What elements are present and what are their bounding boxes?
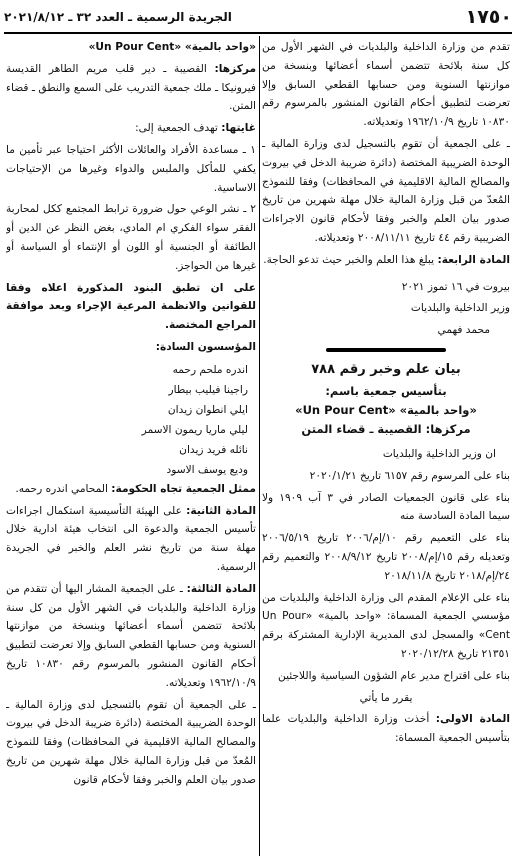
founder-name: ايلي انطوان زيدان [167,403,248,416]
founders-list [6,360,256,480]
notice-seat: مركزها: القصيبة ـ قضاء المتن [301,421,471,436]
sign-name: محمد فهمي [437,324,490,337]
article-4-text: يبلغ هذا العلم والخبر حيث تدعو الحاجة. [263,253,435,266]
page-header [4,2,512,34]
left-column [6,38,256,856]
founder-name: وديع يوسف الاسود [166,463,248,476]
recital: بناء على الإعلام المقدم الى وزارة الداخلية والبلديات من مؤسسي الجمعية المسماة: «واحد بالمية» «Un Pour Cent» والمسجل لدى المديرية الإدارية المشتركة برقم ٢١٣٥١ تاريخ ٢٠٢٠/١٢/٢٨ [262,591,510,660]
rep-text: المحامي اندره رحمه. [15,482,108,495]
association-name: «واحد بالمية» «Un Pour Cent» [88,41,256,53]
decides-line: يقرر ما يأتي [359,691,413,704]
column-divider [259,36,260,856]
recital: بناء على التعميم رقم ١٠/إم/٢٠٠٦ تاريخ ٢٠٠٦/٥/١٩ وتعديله رقم ١٥/إم/٢٠٠٨ تاريخ ٢٠٠٨/٩/١٢ والتعميم رقم ٢٤/إم/٢٠١٨ تاريخ ٢٠١٨/١١/٨ [262,532,510,582]
article-1-label: المادة الاولى: [435,713,510,726]
founder-name: راجينا فيليب بيطار [168,383,248,396]
notice-title: بيان علم وخبر رقم ٧٨٨ [311,361,461,377]
intro-paragraph: ـ على الجمعية أن تقوم بالتسجيل لدى وزارة المالية ـ الوحدة الضريبية المختصة (دائرة ضريبة الدخل في بيروت والمصالح المالية الاقليمية في المحافظات) وفقا للنموذج المُعدّ من قبل وزارة المالية خلال مهلة شهرين من تاريخ صدور بيان العلم والخبر وفقا لأحكام قانون الاجراءات الضريبية رقم ٤٤ تاريخ ٢٠٠٨/١١/١١ وتعديلاته. [262,137,510,244]
founder-name: اندره ملحم رحمه [172,363,248,376]
compliance-clause: على ان تطبق البنود المذكورة اعلاه وفقا للقوانين والانظمة المرعية الإجراء وبعد موافقة المراجع المختصة. [6,281,256,332]
recital: بناء على المرسوم رقم ٦١٥٧ تاريخ ٢٠٢٠/١/٢١ [309,469,510,482]
recital: بناء على قانون الجمعيات الصادر في ٣ آب ١٩٠٩ ولا سيما المادة السادسة منه [262,491,510,523]
article-2-label: المادة الثانية: [186,504,256,517]
goal-item: ٢ ـ نشر الوعي حول ضرورة ترابط المجتمع ككل لمحاربة الفقر سواء الفكري ام المادي، بغض النظر عن الدين أو الطائفة أو الجنسية أو اللون أو الإنتماء أو السياسة أو غيرها من الحواجز. [6,203,256,272]
notice-subtitle: بتأسيس جمعية باسم: [325,383,447,398]
goals-intro: تهدف الجمعية إلى: [135,122,218,135]
sign-ministry: وزير الداخلية والبلديات [410,302,510,315]
government-representative [6,480,256,499]
seat-text: القصيبة ـ دير قلب مريم الطاهر القديسة فيرونيكا ـ ملك جمعية التدريب على السمع والنطق ـ قضاء المتن. [6,62,256,113]
goals-label: غايتها: [221,122,256,135]
addressed-line: ان وزير الداخلية والبلديات [382,447,496,460]
founders-label: المؤسسون السادة: [155,340,256,353]
issue-line: الجريدة الرسمية ـ العدد ٣٢ ـ ٢٠٢١/٨/١٢ [4,10,232,24]
founder-name: نائله فريد زيدان [179,443,248,456]
article-3-tax: ـ على الجمعية أن تقوم بالتسجيل لدى وزارة المالية ـ الوحدة الضريبية المختصة (دائرة ضريبة الدخل في بيروت والمصالح المالية الاقليمية في المحافظات) وفقا للنموذج المُعدّ من قبل وزارة المالية خلال مهلة شهرين من تاريخ صدور بيان العلم والخبر وفقا لأحكام قانون [6,698,256,786]
section-divider [262,344,510,356]
intro-paragraph: تقدم من وزارة الداخلية والبلديات في الشهر الأول من كل سنة بلائحة تتضمن أسماء أعضائها وبنسخة من موازنتها السنوية ومن حسابها القطعي السابق وإلا تعرضت لتطبيق أحكام القانون المنشور بالمرسوم رقم ١٠٨٣٠ تاريخ ١٩٦٢/١٠/٩ وتعديلاته. [262,41,510,129]
article-1 [262,710,510,748]
notice-association-name: «واحد بالمية» «Un Pour Cent» [295,402,477,417]
sign-place-date: بيروت في ١٦ تموز ٢٠٢١ [401,280,510,293]
seat-label: مركزها: [214,62,256,75]
page-number: ١٧٥٠ [465,6,512,28]
rep-label: ممثل الجمعية تجاه الحكومة: [111,482,256,495]
article-3 [6,580,256,693]
goals-heading [6,119,256,138]
article-3-text: ـ على الجمعية المشار اليها أن تتقدم من وزارة الداخلية والبلديات في الشهر الأول من كل سنة بلائحة تتضمن أسماء أعضائها وبنسخة من موازنتها السنوية ومن حسابها القطعي السابق وإلا تعرضت لتطبيق أحكام القانون المنشور بالمرسوم رقم ١٠٨٣٠ تاريخ ١٩٦٢/١٠/٩ وتعديلاته. [6,582,256,689]
article-1-text: أخذت وزارة الداخلية والبلديات علما بتأسيس الجمعية المسماة: [262,713,510,745]
article-2 [6,502,256,577]
goal-item: ١ ـ مساعدة الأفراد والعائلات الأكثر احتياجا عبر تأمين ما يكفي للمأكل والملبس والدواء وغيرها من الإحتياجات الاساسية. [6,143,256,194]
right-column [262,38,510,856]
article-2-text: على الهيئة التأسيسية استكمال اجراءات تأسيس الجمعية والدعوة الى انتخاب هيئة ادارية خلال مهلة سنة من تاريخ نشر العلم والخبر في الجريدة الرسمية. [6,504,256,573]
founder-name: ليلي ماريا ريمون الاسمر [141,423,248,436]
article-3-label: المادة الثالثة: [186,582,256,595]
article-4 [262,251,510,270]
article-4-label: المادة الرابعة: [437,253,510,266]
seat [6,60,256,116]
recital: بناء على اقتراح مدير عام الشؤون السياسية واللاجئين [278,669,510,682]
